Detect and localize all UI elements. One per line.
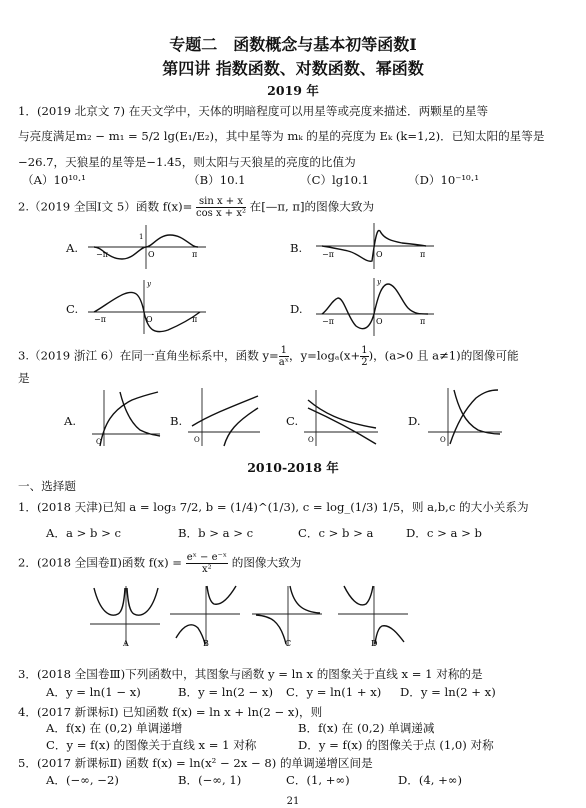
q2019-1-line2-suffix: ，其中星等为 mₖ 的星的亮度为 Eₖ (k=1,2)．已知太阳的星等是 [214,129,545,143]
document-title: 专题二 函数概念与基本初等函数Ⅰ [169,35,417,54]
q5-option-d: D．(4, +∞) [398,773,463,787]
q2019-2-denominator: cos x + x² [196,208,246,219]
q2-graph-c [252,584,324,648]
q2019-2-label-d: D. [290,302,303,316]
q2-graph-label-d: D [371,639,378,648]
q2019-1-line2-prefix: 与亮度满足 [18,129,76,143]
q2-fraction [186,552,228,575]
q5-option-a: A．(−∞, −2) [46,773,119,787]
q2-stem-suffix: 的图像大致为 [231,555,302,570]
tick-neg-pi: −π [322,250,334,259]
tick-origin: O [376,317,383,326]
q4-option-d: D．y = f(x) 的图像关于点 (1,0) 对称 [298,738,494,752]
axis-y: y [377,278,381,286]
q2019-2-label-b: B. [290,241,303,255]
q2-graph-label-c: C [285,639,292,648]
q2-stem-prefix: 2．(2018 全国卷Ⅱ)函数 f(x) = [18,555,183,570]
q1-option-c: C．c > b > a [298,526,374,540]
q2-graph-label-a: A [123,639,129,648]
q2019-2-stem [18,196,374,219]
tick-origin: O [148,250,155,259]
q5-option-c: C．(1, +∞) [286,773,350,787]
q4-option-c: C．y = f(x) 的图像关于直线 x = 1 对称 [46,738,257,752]
q2019-3-graph-d [428,386,504,448]
q2019-2-label-c: C. [66,302,79,316]
q2019-3-line1 [18,345,519,368]
q2019-2-graph-a [88,223,208,271]
q4-option-b: B．f(x) 在 (0,2) 单调递减 [298,721,435,735]
q4-option-a: A．f(x) 在 (0,2) 单调递增 [46,721,183,735]
q5-stem: 5．(2017 新课标Ⅱ) 函数 f(x) = ln(x² − 2x − 8) 的单调递增区间是 [18,756,373,770]
q2019-3-middle: ，y=logₐ(x+ [288,348,361,363]
q3-option-a: A．y = ln(1 − x) [46,685,141,699]
tick-pi: π [192,250,198,259]
frac1-num: 1 [280,345,288,356]
q2019-1-formula: m₂ − m₁ = 5/2 lg(E₁/E₂) [75,129,215,143]
q2-numerator: eˣ − e⁻ˣ [186,552,228,563]
q5-option-b: B．(−∞, 1) [178,773,242,787]
q1-option-b: B．b > a > c [178,526,254,540]
q2019-2-stem-suffix: 在[—π, π]的图像大致为 [249,199,375,214]
tick-neg-pi: −π [94,315,106,324]
q2019-2-stem-prefix: 2.（2019 全国Ⅰ文 5）函数 f(x)= [18,199,193,214]
q2-graph-label-b: B [203,639,209,648]
q2019-3-prefix: 3.（2019 浙江 6）在同一直角坐标系中，函数 y= [18,348,279,363]
q2019-3-label-b: B. [170,414,183,428]
tick-pi: π [420,317,426,326]
q2019-1-option-b: （B）10.1 [188,173,246,187]
q3-option-c: C．y = ln(1 + x) [286,685,382,699]
q3-option-d: D．y = ln(2 + x) [400,685,496,699]
tick-one: 1 [139,233,144,241]
q2019-3-graph-c [304,388,380,448]
frac1-den: aˣ [278,357,289,368]
q2019-3-fraction-1 [279,345,289,368]
tick-neg-pi: −π [322,317,334,326]
q2019-1-line2 [18,128,544,144]
year-range-heading: 2010-2018 年 [247,460,339,475]
tick-origin: O [96,438,102,446]
q2019-3-label-d: D. [408,414,421,428]
q2019-3-fraction-2 [360,345,368,368]
q2019-2-graph-d [316,276,436,338]
tick-origin: O [194,436,200,444]
q2019-1-option-d: （D）10⁻¹⁰·¹ [408,173,479,187]
q2019-3-suffix: )，(a>0 且 a≠1)的图像可能 [368,348,519,363]
q2-graph-b [170,584,242,648]
q2019-3-graph-a [92,388,162,448]
q2019-2-graph-c [88,278,208,336]
axis-y: y [147,280,151,288]
q2019-3-label-c: C. [286,414,299,428]
q1-stem: 1．(2018 天津)已知 a = log₃ 7/2, b = (1/4)^(1/3), c = log_(1/3) 1/5，则 a,b,c 的大小关系为 [18,500,529,514]
year-heading-2019: 2019 年 [267,83,319,98]
tick-neg-pi: −π [96,250,108,259]
q2019-1-option-a: （A）10¹⁰·¹ [22,173,86,187]
frac2-num: 1 [361,345,368,356]
q3-stem: 3．(2018 全国卷Ⅲ)下列函数中，其图象与函数 y = ln x 的图象关于直线 x = 1 对称的是 [18,667,483,681]
q4-stem: 4．(2017 新课标Ⅰ) 已知函数 f(x) = ln x + ln(2 − x)，则 [18,705,323,719]
lecture-title: 第四讲 指数函数、对数函数、幂函数 [162,59,424,78]
q2019-1-line1: 1．(2019 北京文 7) 在天文学中，天体的明暗程度可以用星等或亮度来描述．两颗星的星等 [18,104,489,118]
tick-origin: O [440,436,446,444]
tick-origin: O [376,250,383,259]
page-number: 21 [286,796,300,807]
q2019-3-line2: 是 [18,371,30,385]
q1-option-a: A．a > b > c [46,526,121,540]
tick-origin: O [146,315,153,324]
q2019-1-line3: −26.7，天狼星的星等是−1.45，则太阳与天狼星的亮度的比值为 [18,155,356,169]
q2019-2-numerator: sin x + x [196,196,246,208]
tick-origin: O [308,436,314,444]
q2019-2-fraction [196,196,246,219]
q2019-2-label-a: A. [66,241,79,255]
q2019-1-option-c: （C）lg10.1 [300,173,370,187]
tick-pi: π [192,315,198,324]
q3-option-b: B．y = ln(2 − x) [178,685,273,699]
q1-option-d: D．c > a > b [406,526,482,540]
q2019-3-label-a: A. [64,414,77,428]
q2-stem [18,552,301,575]
frac2-den: 2 [361,357,368,368]
q2-graph-a [90,584,162,648]
q2019-2-graph-b [316,221,436,271]
q2019-3-graph-b [188,386,262,448]
q2-graph-d [338,584,410,648]
section-heading: 一、选择题 [18,479,76,493]
tick-pi: π [420,250,426,259]
q2-denominator: x² [202,564,212,575]
